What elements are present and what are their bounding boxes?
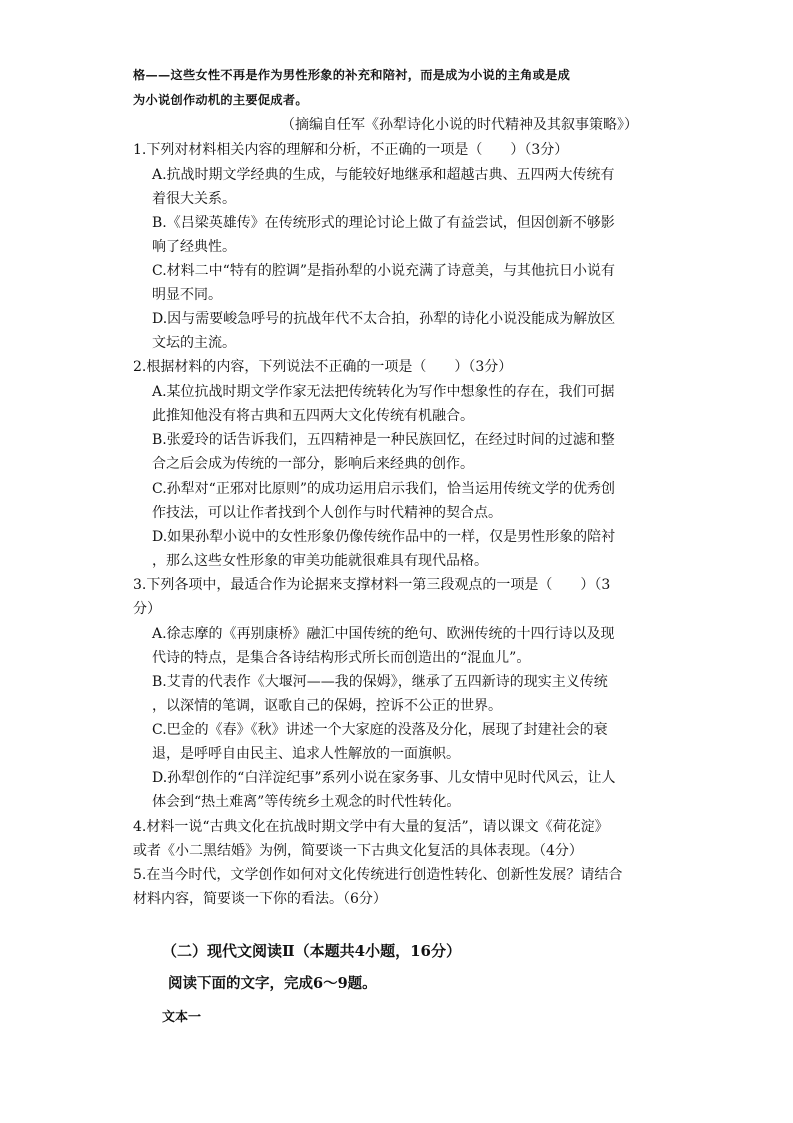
question-2-stem: 2.根据材料的内容，下列说法不正确的一项是（ ）（3分）	[133, 359, 513, 375]
q3-option-a-line-2: 代诗的特点，是集合各诗结构形式所长而创造出的“混血儿”。	[152, 650, 531, 666]
q3-option-c-line-2: 退，是呼呼自由民主、追求人性解放的一面旗帜。	[152, 746, 460, 762]
q2-option-b-line-2: 合之后会成为传统的一部分，影响后来经典的创作。	[152, 456, 474, 472]
source-citation: （摘编自任军《孙犁诗化小说的时代精神及其叙事策略》）	[281, 117, 638, 133]
q3-option-c-line-1: C.巴金的《春》《秋》讲述一个大家庭的没落及分化，展现了封建社会的衰	[152, 722, 608, 738]
question-4-line-2: 或者《小二黑结婚》为例，简要谈一下古典文化复活的具体表现。（4分）	[133, 843, 583, 859]
q2-option-a-line-1: A.某位抗战时期文学作家无法把传统转化为写作中想象性的存在，我们可据	[152, 384, 615, 400]
q1-option-d-line-1: D.因与需要峻急呼号的抗战年代不太合拍，孙犁的诗化小说没能成为解放区	[152, 311, 616, 327]
q1-option-a-line-1: A.抗战时期文学经典的生成，与能较好地继承和超越古典、五四两大传统有	[152, 167, 615, 183]
q3-option-b-line-2: ，以深情的笔调，讴歌自己的保姆，控诉不公正的世界。	[152, 698, 502, 714]
q3-option-d-line-1: D.孙犁创作的“白洋淀纪事”系列小说在家务事、儿女情中见时代风云，让人	[152, 770, 616, 786]
q1-option-a-line-2: 着很大关系。	[152, 191, 236, 207]
q3-option-d-line-2: 体会到“热土难离”等传统乡土观念的时代性转化。	[152, 794, 461, 810]
q3-option-b-line-1: B.艾青的代表作《大堰河——我的保姆》，继承了五四新诗的现实主义传统	[152, 674, 608, 690]
q3-option-a-line-1: A.徐志摩的《再别康桥》融汇中国传统的绝句、欧洲传统的十四行诗以及现	[152, 626, 615, 642]
question-3-stem-line-1: 3.下列各项中，最适合作为论据来支撑材料一第三段观点的一项是（ ）（3	[133, 577, 611, 593]
reading-instruction: 阅读下面的文字，完成6～9题。	[168, 975, 377, 992]
q1-option-b-line-2: 响了经典性。	[152, 239, 236, 255]
q1-option-c-line-1: C.材料二中“特有的腔调”是指孙犁的小说充满了诗意美，与其他抗日小说有	[152, 263, 615, 279]
question-4-line-1: 4.材料一说“古典文化在抗战时期文学中有大量的复活”，请以课文《荷花淀》	[133, 819, 609, 835]
intro-line-2: 为小说创作动机的主要促成者。	[133, 93, 308, 107]
q2-option-c-line-1: C.孙犁对“正邪对比原则”的成功运用启示我们，恰当运用传统文学的优秀创	[152, 481, 615, 497]
q1-option-b-line-1: B.《吕梁英雄传》在传统形式的理论讨论上做了有益尝试，但因创新不够影	[152, 215, 615, 231]
question-5-line-1: 5.在当今时代，文学创作如何对文化传统进行创造性转化、创新性发展？请结合	[133, 867, 623, 883]
q1-option-d-line-2: 文坛的主流。	[152, 335, 236, 351]
q2-option-d-line-2: ，那么这些女性形象的审美功能就很难具有现代品格。	[152, 553, 488, 569]
q2-option-a-line-2: 此推知他没有将古典和五四两大文化传统有机融合。	[152, 408, 474, 424]
q2-option-c-line-2: 作技法，可以让作者找到个人创作与时代精神的契合点。	[152, 505, 502, 521]
q2-option-d-line-1: D.如果孙犁小说中的女性形象仍像传统作品中的一样，仅是男性形象的陪衬	[152, 529, 616, 545]
q2-option-b-line-1: B.张爱玲的话告诉我们，五四精神是一种民族回忆，在经过时间的过滤和整	[152, 432, 615, 448]
question-1-stem: 1.下列对材料相关内容的理解和分析，不正确的一项是（ ）（3分）	[133, 142, 569, 158]
q1-option-c-line-2: 明显不同。	[152, 287, 222, 303]
section-title: （二）现代文阅读Ⅱ（本题共4小题，16分）	[162, 942, 461, 960]
text-one-label: 文本一	[162, 1010, 202, 1025]
question-3-stem-line-2: 分）	[133, 601, 161, 617]
intro-line-1: 格——这些女性不再是作为男性形象的补充和陪衬，而是成为小说的主角或是成	[133, 68, 571, 82]
question-5-line-2: 材料内容，简要谈一下你的看法。（6分）	[133, 891, 387, 907]
